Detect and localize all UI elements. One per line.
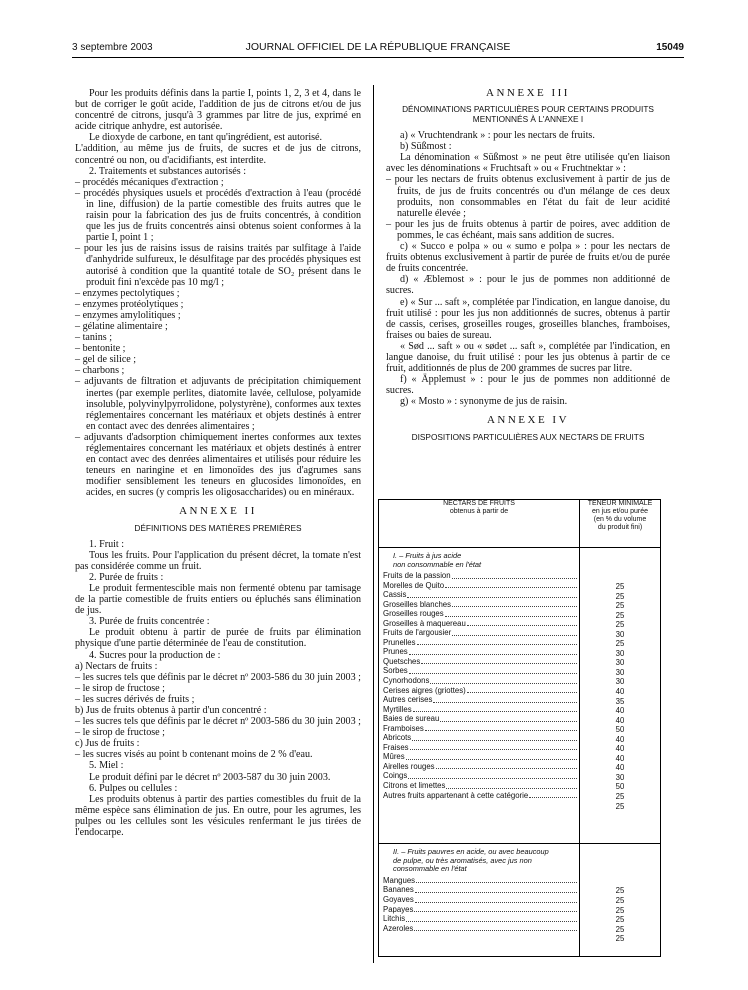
dot-leader xyxy=(421,657,577,665)
fruit-name: Litchis xyxy=(383,914,406,924)
table-row xyxy=(379,676,579,686)
designation-g: g) « Mosto » : synonyme de jus de raisin. xyxy=(400,396,568,408)
section-title: 1. Fruit : xyxy=(89,538,125,550)
dot-leader xyxy=(412,733,577,741)
subsection-title: b) Jus de fruits obtenus à partir d'un concentré : xyxy=(75,704,267,716)
table-row xyxy=(379,647,579,657)
min-content-value: 30 xyxy=(615,648,625,658)
fruit-name: Abricots xyxy=(383,733,412,743)
fruit-name: Cynorhodons xyxy=(383,676,430,686)
dot-leader xyxy=(409,666,577,674)
table-row xyxy=(379,695,579,705)
treatment-item: – gel de silice ; xyxy=(75,354,137,366)
fruit-name: Azeroles xyxy=(383,923,414,933)
treatment-item: – bentonite ; xyxy=(75,343,126,355)
dot-leader xyxy=(413,705,577,713)
dot-leader xyxy=(467,619,577,627)
treatment-item: – tanins ; xyxy=(75,332,113,344)
section-2-label: II. – Fruits pauvres en acide, ou avec beaucoup xyxy=(393,847,549,857)
fruit-name: Groseilles à maquereau xyxy=(383,618,466,628)
min-content-value: 30 xyxy=(615,629,625,639)
dot-leader xyxy=(425,724,577,732)
table-row xyxy=(379,590,579,600)
section-title: 4. Sucres pour la production de : xyxy=(89,649,221,661)
sugar-item: – les sucres tels que définis par le décret nº 2003-586 du 30 juin 2003 ; xyxy=(75,716,361,728)
header-rule xyxy=(72,57,684,58)
treatment-item: – enzymes protéolytiques ; xyxy=(75,298,184,310)
min-content-value: 25 xyxy=(615,792,625,802)
dot-leader xyxy=(445,581,577,589)
designation-b-item: – pour les nectars de fruits obtenus exclusivement à partir de jus de fruits, de jus de fruits concentrés ou d'un mélange de ces deux produits, non consommables en l'état du fait de leur acidité naturelle élevée ; xyxy=(386,174,670,219)
table-row xyxy=(379,885,579,895)
dot-leader xyxy=(415,885,577,893)
dot-leader xyxy=(446,781,577,789)
dot-leader xyxy=(452,571,577,579)
right-column xyxy=(386,88,670,448)
table-row xyxy=(379,581,579,591)
min-content-value: 40 xyxy=(615,734,625,744)
designation-b-item: – pour les jus de fruits obtenus à partir de poires, avec addition de pommes, le cas échéant, mais sans addition de sucres. xyxy=(386,218,670,241)
nectar-table xyxy=(378,499,661,957)
paragraph: Le dioxyde de carbone, en tant qu'ingrédient, est autorisé. xyxy=(89,132,323,144)
table-row xyxy=(379,724,579,734)
fruit-name: Groseilles blanches xyxy=(383,599,452,609)
section-text: Tous les fruits. Pour l'application du présent décret, la tomate n'est pas considérée comme un fruit. xyxy=(75,549,361,572)
dot-leader xyxy=(406,914,577,922)
table-header-nectars: NECTARS DE FRUITS obtenus à partir de xyxy=(379,500,580,548)
sugar-item: – les sucres dérivés de fruits ; xyxy=(75,693,195,705)
min-content-value: 50 xyxy=(615,782,625,792)
designation-b: b) Süßmost : xyxy=(400,141,452,153)
min-content-value: 25 xyxy=(615,591,625,601)
dot-leader xyxy=(415,895,577,903)
table-row xyxy=(379,657,579,667)
dot-leader xyxy=(416,876,577,884)
treatment-item: – gélatine alimentaire ; xyxy=(75,320,168,332)
dot-leader xyxy=(410,743,577,751)
designation-d: d) « Æblemost » : pour le jus de pommes non additionné de sucres. xyxy=(386,274,670,297)
section-title: 3. Purée de fruits concentrée : xyxy=(89,616,210,628)
sugars-list-c xyxy=(75,749,361,760)
fruit-name: Autres cerises xyxy=(383,695,433,705)
min-content-value: 25 xyxy=(615,582,625,591)
dot-leader xyxy=(414,924,577,932)
section-1-sublabel: non consommable en l'état xyxy=(393,559,482,569)
fruit-name: Bananes xyxy=(383,885,414,895)
dot-leader xyxy=(452,600,577,608)
min-content-value: 25 xyxy=(615,895,625,905)
paragraph: L'addition, au même jus de fruits, de sucres et de jus de citrons, concentré ou non, ou d'acidifiants, est interdite. xyxy=(75,143,361,166)
fruit-name: Baies de sureau xyxy=(383,714,440,724)
dot-leader xyxy=(417,638,577,646)
column-divider xyxy=(373,85,374,963)
header-date: 3 septembre 2003 xyxy=(72,42,153,53)
treatment-item: – procédés physiques usuels et procédés d'extraction à l'eau (procédé in line, diffusion) de la partie comestible des fruits autres que le raisin pour la fabrication des jus de fruits concentrés, à condition que les jus de fruits concentrés ainsi obtenus soient conformes à la partie I, point 1 ; xyxy=(75,187,361,244)
table-row xyxy=(379,876,579,886)
min-content-value: 35 xyxy=(615,696,625,706)
fruit-name: Quetsches xyxy=(383,656,421,666)
table-row xyxy=(379,666,579,676)
fruit-name: Fraises xyxy=(383,742,409,752)
table-row xyxy=(379,752,579,762)
table-row xyxy=(379,895,579,905)
min-content-value: 25 xyxy=(615,905,625,915)
table-section-2-values xyxy=(580,844,661,957)
dot-leader xyxy=(433,695,577,703)
dot-leader xyxy=(467,686,577,694)
fruit-name: Groseilles rouges xyxy=(383,609,444,619)
fruit-name: Cerises aigres (griottes) xyxy=(383,685,466,695)
table-row xyxy=(379,771,579,781)
min-content-value: 25 xyxy=(615,915,625,925)
annex-4-heading: ANNEXE IV xyxy=(486,414,570,427)
treatment-item: – procédés mécaniques d'extraction ; xyxy=(75,176,224,188)
dot-leader xyxy=(445,609,577,617)
table-row xyxy=(379,924,579,934)
min-content-value: 30 xyxy=(615,667,625,677)
subsection-title: a) Nectars de fruits : xyxy=(75,660,158,672)
paragraph: 2. Traitements et substances autorisés : xyxy=(89,165,246,177)
dot-leader xyxy=(409,647,577,655)
min-content-value: 30 xyxy=(615,658,625,668)
table-row xyxy=(379,791,579,801)
fruit-name: Goyaves xyxy=(383,895,414,905)
table-row xyxy=(379,638,579,648)
table-row xyxy=(379,762,579,772)
header-page-number: 15049 xyxy=(656,42,684,53)
fruit-name: Airelles rouges xyxy=(383,761,435,771)
table-row xyxy=(379,733,579,743)
table-section-2: II. – Fruits pauvres en acide, ou avec beaucoup de pulpe, ou très aromatisés, avec jus non consommable en l'état Mangues Bananes Goyaves Papayes Litchis Azeroles xyxy=(379,844,580,957)
dot-leader xyxy=(436,762,577,770)
min-content-value: 30 xyxy=(615,772,625,782)
sugar-item: – les sucres visés au point b contenant moins de 2 % d'eau. xyxy=(75,749,313,761)
annex-2-title: DÉFINITIONS DES MATIÈRES PREMIÈRES xyxy=(134,522,302,533)
min-content-value: 40 xyxy=(615,763,625,773)
sugar-item: – les sucres tels que définis par le décret nº 2003-586 du 30 juin 2003 ; xyxy=(75,671,361,683)
table-row xyxy=(379,714,579,724)
fruit-name: Citrons et limettes xyxy=(383,781,446,791)
fruit-name: Morelles de Quito xyxy=(383,580,445,590)
dot-leader xyxy=(414,905,577,913)
section-1-label: I. – Fruits à jus acide xyxy=(393,551,462,560)
table-row xyxy=(379,781,579,791)
min-content-value: 25 xyxy=(615,639,625,649)
section-text: Les produits obtenus à partir des parties comestibles du fruit de la même espèce sans élimination de jus. En outre, pour les agrumes, les pulpes ou les cellules sont les vésicules renfermant le jus tirées de l'endocarpe. xyxy=(75,793,361,838)
header-journal-title: JOURNAL OFFICIEL DE LA RÉPUBLIQUE FRANÇAISE xyxy=(245,41,511,53)
fruit-name: Coings xyxy=(383,771,408,781)
section-title: 6. Pulpes ou cellules : xyxy=(89,782,178,794)
min-content-value: 25 xyxy=(615,886,625,896)
table-section-1 xyxy=(379,548,580,844)
treatment-item: – adjuvants d'adsorption chimiquement inertes conformes aux textes réglementaires concernant les matériaux et objets destinés à entrer en contact avec des denrées alimentaires et utilisés pour réduire les teneurs en naringine et en limonoïdes des jus d'agrumes sans modifier sensiblement les teneurs en glucosides limonoïdes, en acides, en sucres (y compris les oligosaccharides) ou en minéraux. xyxy=(75,431,361,499)
min-content-value: 25 xyxy=(615,620,625,630)
fruit-name: Mangues xyxy=(383,875,416,885)
table-row xyxy=(379,600,579,610)
dot-leader xyxy=(440,714,577,722)
sugar-item: – le sirop de fructose ; xyxy=(75,727,165,739)
sugar-item: – le sirop de fructose ; xyxy=(75,682,165,694)
table-row xyxy=(379,914,579,924)
designation-f: f) « Äpplemust » : pour le jus de pommes non additionné de sucres. xyxy=(386,374,670,397)
dot-leader xyxy=(407,590,577,598)
min-content-value: 40 xyxy=(615,706,625,716)
left-column xyxy=(75,88,361,838)
designation-e: e) « Sur ... saft », complétée par l'indication, en langue danoise, du fruit utilisé : pour les jus non additionnés de sucres, obtenus à partir de cassis, cerises, groseilles rouges, groseilles blanches, framboises, fraises ou baies de sureau. xyxy=(386,296,670,341)
fruit-name: Mûres xyxy=(383,752,405,762)
table-row xyxy=(379,619,579,629)
min-content-value: 40 xyxy=(615,687,625,697)
table-section-1-values xyxy=(580,548,661,844)
dot-leader xyxy=(529,791,577,799)
table-row xyxy=(379,571,579,581)
min-content-value: 30 xyxy=(615,677,625,687)
min-content-value: 40 xyxy=(615,744,625,754)
subsection-title: c) Jus de fruits : xyxy=(75,738,140,750)
fruit-name: Prunelles xyxy=(383,637,416,647)
fruit-name: Prunes xyxy=(383,647,408,657)
treatment-item: – enzymes amylolitiques ; xyxy=(75,309,181,321)
min-content-value: 25 xyxy=(615,601,625,611)
fruit-name: Fruits de la passion xyxy=(383,571,451,580)
fruit-name: Autres fruits appartenant à cette catégorie xyxy=(383,790,529,800)
treatments-list xyxy=(75,177,361,499)
treatment-item: – charbons ; xyxy=(75,365,125,377)
table-row xyxy=(379,628,579,638)
section-title: 2. Purée de fruits : xyxy=(89,571,164,583)
annex-3-title: DÉNOMINATIONS PARTICULIÈRES POUR CERTAINS PRODUITS MENTIONNÉS À L'ANNEXE I xyxy=(402,104,654,125)
fruit-name: Papayes xyxy=(383,904,414,914)
fruit-name: Sorbes xyxy=(383,666,408,676)
designation-b-list xyxy=(386,174,670,241)
table-row xyxy=(379,905,579,915)
paragraph: Pour les produits définis dans la partie I, points 1, 2, 3 et 4, dans le but de corriger le goût acide, l'addition de jus de citrons et/ou de jus concentré de citrons, jusqu'à 3 grammes par litre de jus, exprimé en acide citrique anhydre, est autorisée. xyxy=(75,88,361,133)
annex-3-heading: ANNEXE III xyxy=(486,87,570,99)
fruit-name: Fruits de l'argousier xyxy=(383,628,452,638)
annex-2-heading: ANNEXE II xyxy=(179,505,257,518)
page-header xyxy=(72,40,684,56)
dot-leader xyxy=(452,628,577,636)
min-content-value: 50 xyxy=(615,725,625,735)
dot-leader xyxy=(430,676,577,684)
treatment-item: – pour les jus de raisins issus de raisins traités par sulfitage à l'aide d'anhydride sulfureux, le désulfitage par des procédés physiques est autorisé à condition que la quantité totale de SO₂ présent dans le produit fini n'excède pas 10 mg/l ; xyxy=(75,243,361,288)
table-header-min-content: TENEUR MINIMALE en jus et/ou purée (en % du volume du produit fini) xyxy=(580,500,661,548)
dot-leader xyxy=(408,771,577,779)
table-row xyxy=(379,609,579,619)
table-row xyxy=(379,686,579,696)
fruit-name: Myrtilles xyxy=(383,704,412,714)
treatment-item: – enzymes pectolytiques ; xyxy=(75,287,180,299)
designation-e-sweet: « Sød ... saft » ou « sødet ... saft », complétée par l'indication, en langue danoise, du fruit utilisé : pour les jus obtenus à partir de ce fruit, additionnés de plus de 200 grammes de sucres par litre. xyxy=(386,340,670,375)
designation-a: a) « Vruchtendrank » : pour les nectars de fruits. xyxy=(400,130,595,142)
section-text: Le produit obtenu à partir de purée de fruits par élimination physique d'une partie déterminée de l'eau de constitution. xyxy=(75,627,361,650)
sugars-list-a xyxy=(75,672,361,705)
min-content-value: 40 xyxy=(615,753,625,763)
min-content-value: 25 xyxy=(615,610,625,620)
table-row xyxy=(379,705,579,715)
min-content-value: 25 xyxy=(615,801,625,811)
sugars-list-b xyxy=(75,716,361,738)
treatment-item: – adjuvants de filtration et adjuvants de précipitation chimiquement inertes (par exemple perlites, diatomite lavée, cellulose, polyamide insoluble, polyvinylpyrrolidone, polystyrène), conformes aux textes réglementaires concernant les matériaux et objets destinés à entrer en contact avec des denrées alimentaires ; xyxy=(75,376,361,432)
designation-b-text: La dénomination « Süßmost » ne peut être utilisée qu'en liaison avec les dénominations « Fruchtsaft » ou « Fruchtnektar » : xyxy=(386,152,670,175)
section-title: 5. Miel : xyxy=(89,760,124,772)
section-text: Le produit défini par le décret nº 2003-587 du 30 juin 2003. xyxy=(89,771,331,783)
min-content-value: 25 xyxy=(615,934,625,944)
fruit-name: Cassis xyxy=(383,590,407,600)
section-text: Le produit fermentescible mais non fermenté obtenu par tamisage de la partie comestible de fruits entiers ou épluchés sans élimination de jus. xyxy=(75,582,361,617)
dot-leader xyxy=(406,752,577,760)
annex-4-title: DISPOSITIONS PARTICULIÈRES AUX NECTARS DE FRUITS xyxy=(411,431,645,442)
fruit-name: Framboises xyxy=(383,723,424,733)
min-content-value: 25 xyxy=(615,924,625,934)
table-row xyxy=(379,743,579,753)
designation-c: c) « Succo e polpa » ou « sumo e polpa » : pour les nectars de fruits obtenus exclusivement à partir de purée de fruits et/ou de purée de fruits concentrée. xyxy=(386,241,670,275)
min-content-value: 40 xyxy=(615,715,625,725)
